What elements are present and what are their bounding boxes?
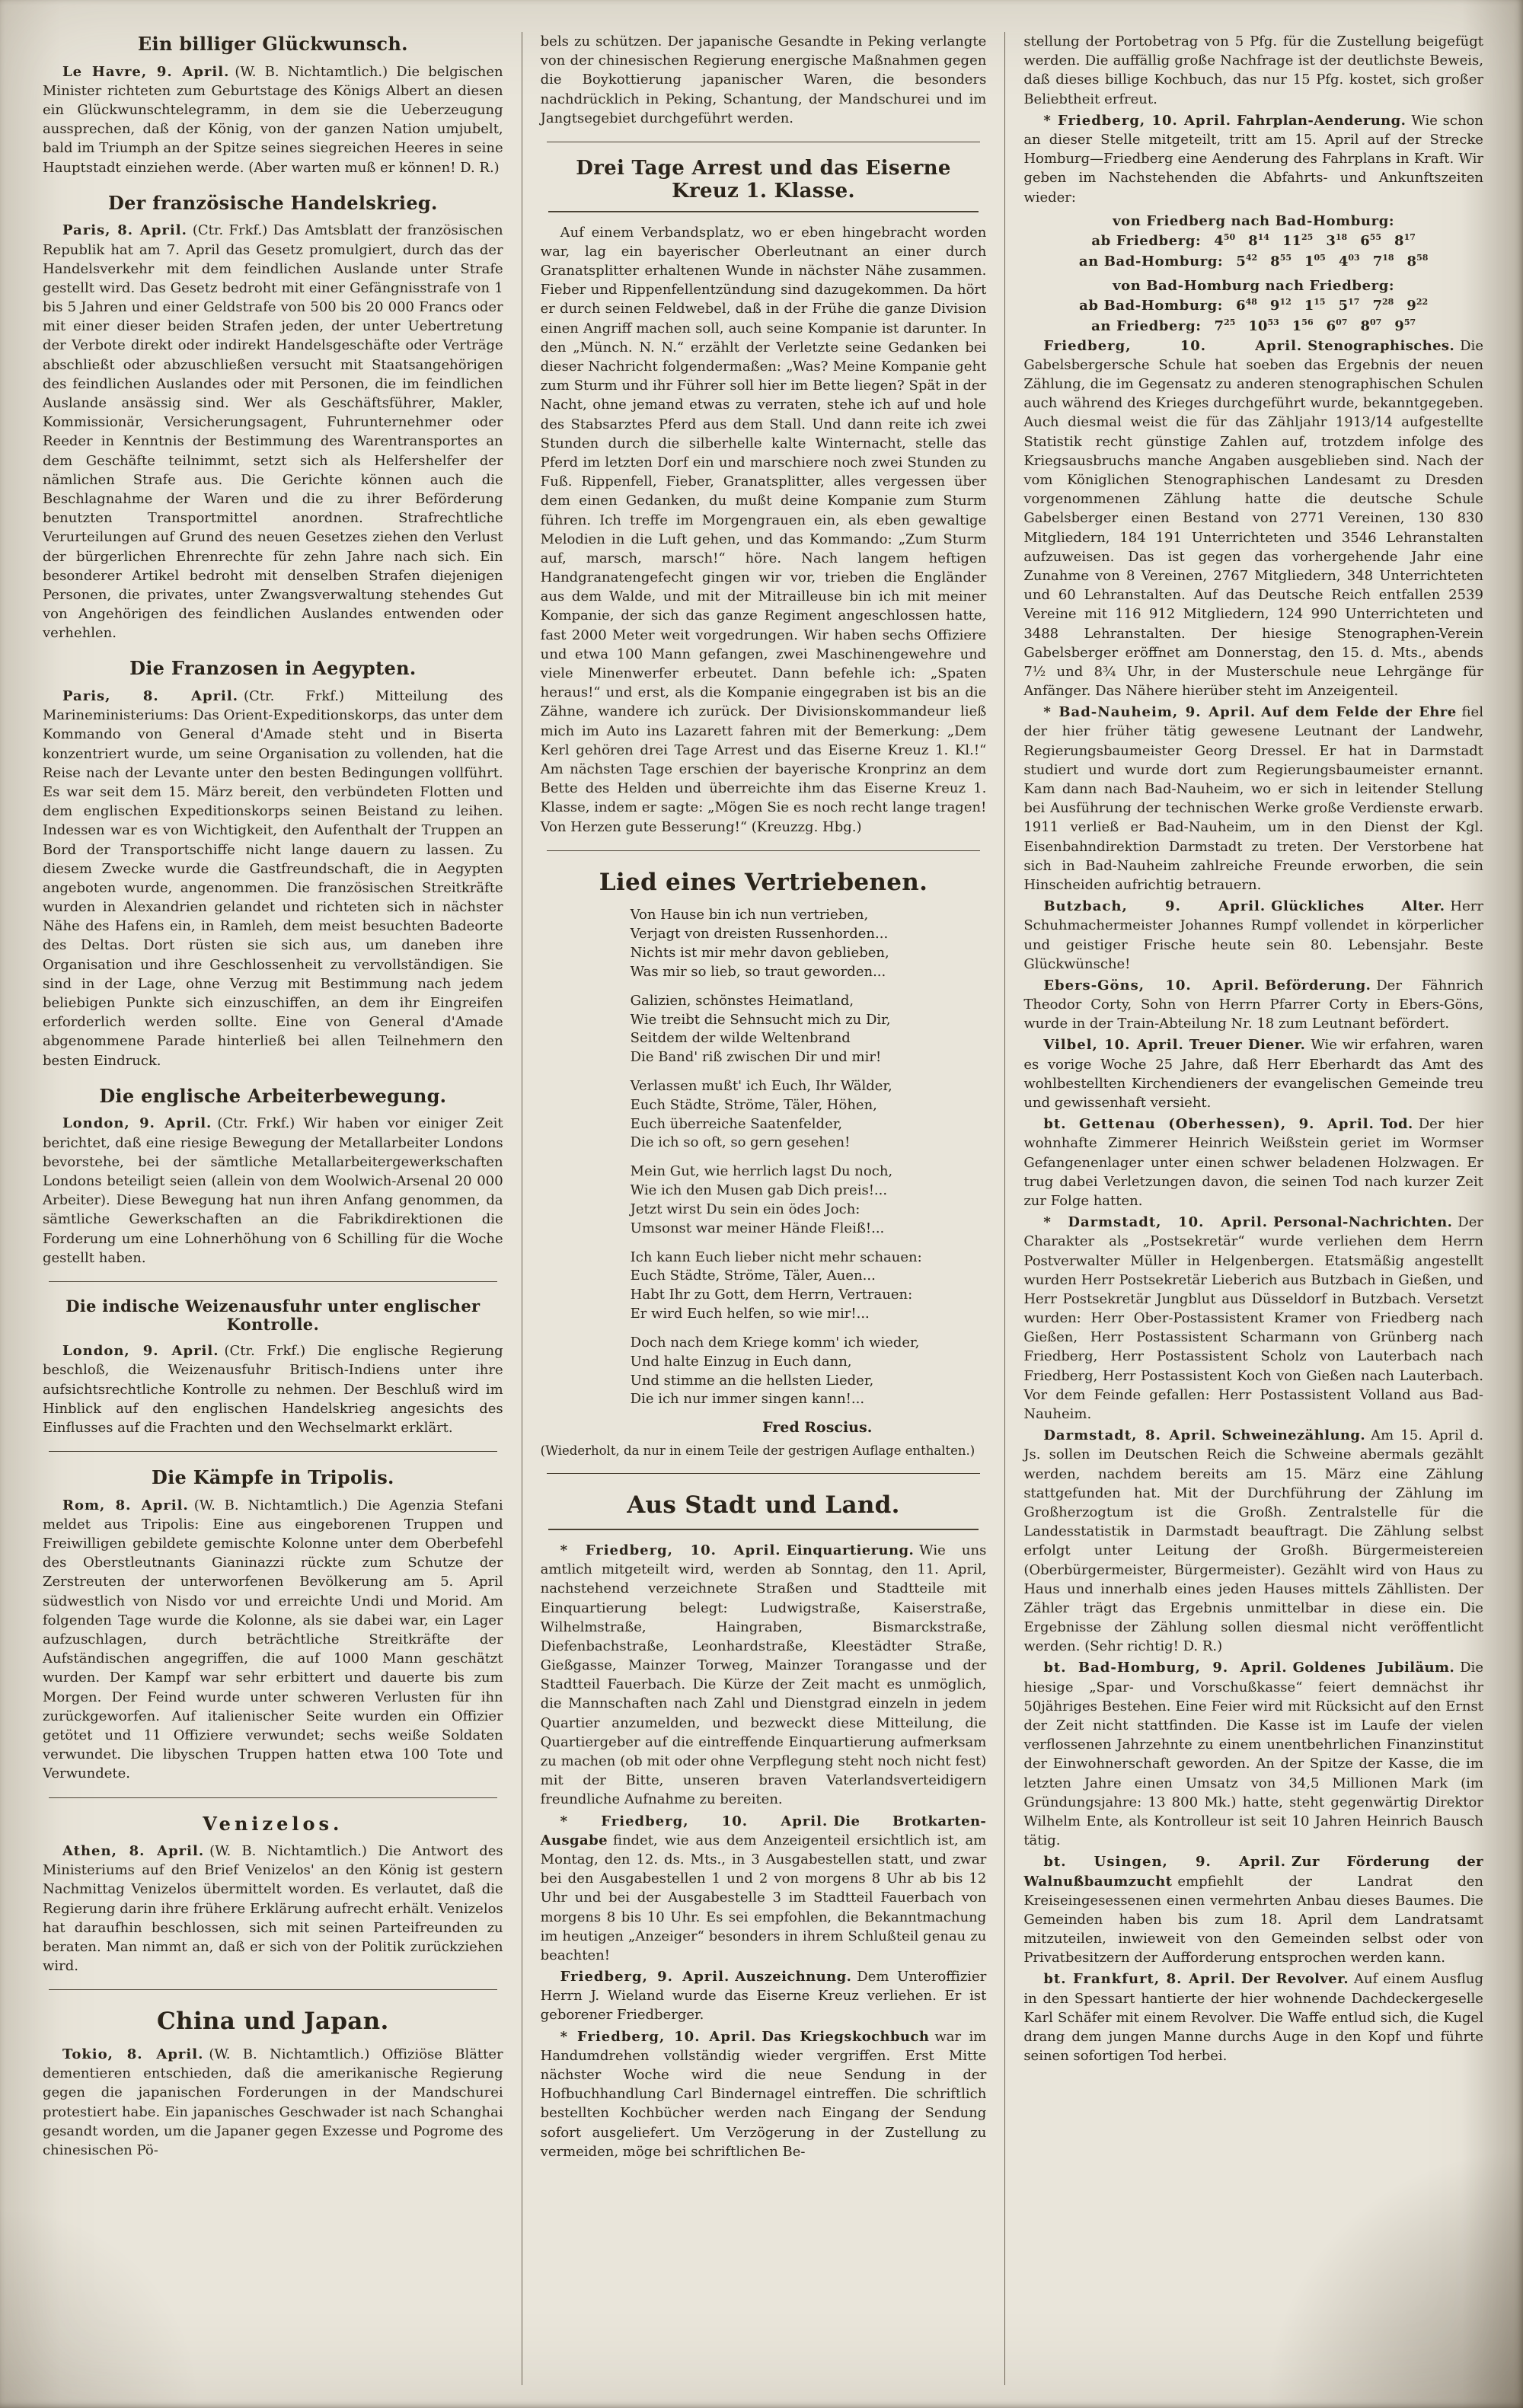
item-text: Wie schon an dieser Stelle mitgeteilt, tritt am 15. April auf der Strecke Homburg—Friedberg eine Aenderung des Fahrplans in Kraft. Wir geben im Nachstehenden die Abfahrts- und Ankunftszeiten wieder: [1023,112,1483,206]
article-headline: Die Franzosen in Aegypten. [129,657,417,680]
article-headline: China und Japan. [157,2008,389,2036]
timetable-minutes: 22 [1416,296,1429,307]
item-text: empfiehlt der Landrat den Kreiseingesessenen einen vermehrten Anbau dieses Baumes. Die Gemeinden haben bis zum 18. April dem Landratsamt mitzuteilen, inwieweit von den Gemeinden selbst oder von Privatbesitzern der Aufforderung entsprochen werden kann. [1023,1873,1483,1966]
timetable-minutes: 53 [1267,317,1279,327]
article-paragraph [43,687,503,1070]
article-headline: Die englische Arbeiterbewegung. [99,1084,447,1107]
timetable-time: $8^{17}$ [1394,231,1416,249]
article-paragraph [43,1496,503,1784]
timetable-minutes: 17 [1403,231,1416,242]
poem-line: Euch überreiche Saatenfelder, [630,1115,843,1132]
poem-line: Was mir so lieb, so traut geworden... [630,963,886,980]
timetable-time: $8^{58}$ [1406,252,1429,270]
continuation-paragraph: bels zu schützen. Der japanische Gesandte in Peking verlangte von der chinesischen Regierung energische Maßnahmen gegen die Boykottierung japanischer Waren, die besonders nachdrücklich in Peking, Schantung, der Mandschurei und im Jangtsegebiet durchgeführt werden. [540,33,987,126]
timetable-time: $7^{28}$ [1372,296,1394,314]
article-headline: Aus Stadt und Land. [627,1491,900,1520]
poem-signature: Fred Roscius. [762,1419,873,1437]
timetable-time: $9^{22}$ [1406,296,1429,314]
item-title: Zur Förderung der Walnußbaumzucht [1023,1854,1483,1890]
timetable-row [1023,231,1483,251]
item-text: Dem Unteroffizier Herrn J. Wieland wurde das Eiserne Kreuz verliehen. Er ist geborener Friedberger. [540,1969,987,2024]
poem-line: Ich kann Euch lieber nicht mehr schauen: [630,1249,922,1265]
item-dateline: * Friedberg, 10. April. [560,2028,757,2045]
timetable-minutes: 48 [1245,296,1257,307]
timetable-minutes: 15 [1314,296,1326,307]
article-headline: Lied eines Vertriebenen. [599,868,928,896]
news-item [1023,336,1483,701]
item-text: findet, wie aus dem Anzeigenteil ersichtlich ist, am Montag, den 12. ds. Mts., in 3 Ausgabestellen statt, und zwar bei den Ausgabestellen 1 und 2 von morgens 8 Uhr ab bis 12 Uhr und bei der Ausgabestelle 3 im Stadtteil Fauerbach von morgens 8 bis 10 Uhr. Es sei empfohlen, die Bekanntmachung im heutigen „Anzeiger“ besonders in ihrem Schlußteil genau zu beachten! [540,1832,987,1963]
article-headline: Drei Tage Arrest und das Eiserne Kreuz 1. Klasse. [576,156,951,203]
timetable-time: $7^{25}$ [1214,317,1236,334]
timetable-minutes: 18 [1382,252,1394,263]
item-dateline: Darmstadt, 8. April. [1043,1427,1217,1444]
item-text: Die Gabelsbergersche Schule hat soeben das Ergebnis der neuen Zählung, die im Gegensatz zu anderen stenographischen Schulen auch während des Krieges durchgeführt wurde, bekanntgegeben. Auch diesmal weist die für das Zähljahr 1913/14 aufgestellte Statistik recht günstige Zahlen auf, trotzdem infolge des Kriegsausbruchs manche Angaben ausgeblieben sind. Nach der vom Königlichen Stenographischen Landesamt zu Dresden vorgenommenen Zählung hatte die deutsche Schule Gabelsberger einen Bestand von 2771 Vereinen, 130 830 Mitgliedern, 184 191 Unterrichteten und 3546 Lehranstalten aufzuweisen. Das ist gegen das vorhergehende Jahr eine Zunahme von 8 Vereinen, 2767 Mitgliedern, 348 Unterrichteten und 60 Lehranstalten. Auf das Deutsche Reich entfallen 2539 Vereine mit 116 912 Mitgliedern, 124 990 Unterrichteten und 3488 Lehranstalten. Der hiesige Stenographen-Verein Gabelsberger eröffnet am Donnerstag, den 15. d. Mts., abends 7½ und 8¾ Uhr, in der Musterschule neue Lehrgänge für Anfänger. Das Nähere hierüber steht im Anzeigenteil. [1023,337,1483,700]
timetable-minutes: 50 [1223,231,1236,242]
timetable-row [1023,251,1483,272]
timetable-label: ab Bad-Homburg: [1079,297,1224,314]
item-title: Tod. [1379,1116,1413,1133]
item-title: Einquartierung. [786,1542,915,1558]
headline-rule [548,211,979,212]
timetable-minutes: 25 [1224,317,1236,327]
item-text: war im Handumdrehen vollständig wieder vergriffen. Erst Mitte nächster Woche wird die neue Sendung in der Hofbuchhandlung Carl Bindernagel eintreffen. Die schriftlich bestellten Kochbücher werden nach Eingang der Sendung sofort ausgeliefert. Um Verzögerung in der Zustellung zu vermeiden, möge bei schriftlichen Be- [540,2028,987,2160]
column-2 [522,32,1005,2385]
dateline: Tokio, 8. April. [62,2046,204,2063]
timetable-minutes: 05 [1314,252,1326,263]
paragraph-text: (W. B. Nichtamtlich.) Die Antwort des Ministeriums auf den Brief Venizelos' an den König ist gestern Nachmittag Venizelos übermittelt worden. Es verlautet, daß die Regierung darin ihre frühere Erklärung aufrecht erhält. Venizelos hat daraufhin beschlossen, sich mit seinen Parteifreunden zu beraten. Man nimmt an, daß er sich von der Politik zurückziehen wird. [43,1843,503,1975]
item-title: Das Kriegskochbuch [762,2028,930,2045]
item-text: Der Fähnrich Theodor Corty, Sohn von Herrn Pfarrer Corty in Ebers-Göns, wurde in der Train-Abteilung Nr. 18 zum Leutnant befördert. [1023,977,1483,1032]
section-rule [49,1989,497,1990]
timetable-minutes: 28 [1381,296,1394,307]
paragraph-text: (W. B. Nichtamtlich.) Die belgischen Minister richteten zum Geburtstage des Königs Albert an diesen ein Glückwunschtelegramm, in dem sie die Ueberzeugung aussprechen, daß der König, von der ganzen Nation umjubelt, bald im Triumph an der Spitze seines siegreichen Heeres in seine Hauptstadt einziehen werde. (Aber warten muß er können! D. R.) [43,63,503,176]
item-title: Auf dem Felde der Ehre [1261,704,1457,721]
poem-line: Habt Ihr zu Gott, dem Herrn, Vertrauen: [630,1287,913,1303]
timetable-minutes: 07 [1369,317,1382,327]
item-text: Herr Schuhmachermeister Johannes Rumpf vollendet in körperlicher und geistiger Frische heute sein 80. Lebensjahr. Beste Glückwünsche! [1023,898,1483,972]
news-item [1023,1969,1483,2065]
article-headline: Ein billiger Glückwunsch. [137,33,408,55]
column-3 [1004,32,1488,2385]
dateline: Paris, 8. April. [62,222,187,239]
item-title: Fahrplan-Aenderung. [1237,112,1406,129]
item-title: Der Revolver. [1240,1971,1349,1988]
poem-line: Wie ich den Musen gab Dich preis!... [630,1182,888,1199]
news-item [1023,1852,1483,1967]
item-text: Der Charakter als „Postsekretär“ wurde verliehen dem Herrn Postverwalter Müller in Helgenbergen. Etatsmäßig angestellt wurden Herr Postsekretär Lieberich aus Butzbach in Gießen, und Herr Postsekretär Jungblut aus Düsseldorf in Butzbach. Versetzt wurden: Herr Ober-Postassistent Kramer von Friedberg nach Gießen, Herr Postassistent Scharmann von Grünberg nach Friedberg, Herr Postassistent Scholz von Lauterbach nach Friedberg, Herr Postassistent Koch von Gießen nach Lauterbach. Vor dem Feinde gefallen: Herr Postassistent Volland aus Bad-Nauheim. [1023,1214,1483,1422]
timetable-minutes: 18 [1335,231,1348,242]
timetable-minutes: 55 [1279,252,1292,263]
poem-line: Und stimme an die hellsten Lieder, [630,1372,874,1389]
timetable-minutes: 03 [1348,252,1360,263]
section-rule [547,1473,981,1474]
timetable-time: $4^{03}$ [1338,252,1360,270]
paragraph-text: (Ctr. Frkf.) Mitteilung des Marineministeriums: Das Orient-Expeditionskorps, das unter dem Kommando von General d'Amade steht und in Biserta konzentriert wurde, um seine Organisation zu vollenden, hat die Reise nach der Levante unter den besten Bedingungen vollführt. Es war seit dem 15. März bereit, den verbündeten Flotten und dem englischen Expeditionskorps seinen Beistand zu leihen. Indessen war es von Wichtigkeit, den Aufenthalt der Truppen an Bord der Transportschiffe nicht lange dauern zu lassen. Zu diesem Zwecke wurde die Gastfreundschaft, die in Aegypten angeboten wurde, angenommen. Die französischen Streitkräfte wurden in Alexandrien gelandet und richteten sich in nächster Nähe des Hafens ein, in Ramleh, dem meist besuchten Badeorte des Deltas. Dort rüsten sie sich aus, um daneben ihre Organisation und ihre Geschlossenheit zu vervollständigen. Sie sind in der Lage, ohne Verzug mit Bestimmung nach jedem beliebigen Punkte sich einzuschiffen, an dem ihr Eingreifen erforderlich werden sollte. Eine von General d'Amade abgenommene Parade hinterließ bei allen Teilnehmern den besten Eindruck. [43,688,503,1069]
news-item [1023,111,1483,207]
timetable-time: $1^{05}$ [1304,252,1326,270]
news-item [541,2027,987,2161]
columns-container [38,32,1488,2385]
poem-line: Jetzt wirst Du sein ein ödes Joch: [630,1201,860,1217]
timetable-time: $1^{15}$ [1304,296,1326,314]
item-title: Stenographisches. [1307,337,1455,354]
poem-line: Umsonst war meiner Hände Fleiß!... [630,1220,885,1236]
item-dateline: bt. Usingen, 9. April. [1043,1854,1286,1871]
timetable-minutes: 55 [1369,231,1382,242]
article-headline: Venizelos. [203,1812,343,1835]
poem-stanza [631,1334,987,1409]
poem-line: Von Hause bin ich nun vertrieben, [630,907,869,923]
item-dateline: bt. Bad-Homburg, 9. April. [1043,1660,1288,1676]
continuation-paragraph: stellung der Portobetrag von 5 Pfg. für die Zustellung beigefügt werden. Die auffällig große Nachfrage ist der deutlichste Beweis, daß dieses billige Kochbuch, das nur 15 Pfg. kostet, sich großer Beliebtheit erfreut. [1023,33,1483,107]
timetable-minutes: 12 [1279,296,1292,307]
item-title: Schweinezählung. [1221,1427,1366,1444]
poem-stanza [631,906,987,981]
timetable-label: an Bad-Homburg: [1078,253,1224,270]
timetable-time: $10^{53}$ [1248,317,1279,334]
section-rule [547,850,981,851]
poem-line: Und halte Einzug in Euch dann, [630,1353,852,1370]
article-headline: Die Kämpfe in Tripolis. [151,1466,394,1489]
dateline: Athen, 8. April. [62,1843,205,1860]
item-title: Treuer Diener. [1189,1037,1306,1054]
poem-stanza [631,992,987,1067]
section-rule [49,1451,497,1452]
poem-line: Galizien, schönstes Heimatland, [630,992,854,1009]
timetable-row [1023,316,1483,336]
dateline: Rom, 8. April. [62,1497,189,1513]
timetable-heading: von Bad-Homburg nach Friedberg: [1113,277,1395,294]
item-text: Wie wir erfahren, waren es vorige Woche 25 Jahre, daß Herr Eberhardt das Amt des wohlbestellten Kirchendieners der evangelischen Gemeinde treu und gewissenhaft versieht. [1023,1037,1483,1111]
poem-line: Die ich nur immer singen kann!... [630,1391,865,1408]
news-item [1023,1115,1483,1210]
paragraph-text: (W. B. Nichtamtlich.) Die Agenzia Stefani meldet aus Tripolis: Eine aus eingeborenen Truppen und Freiwilligen gebildete gemischte Kolonne unter dem Oberbefehl des Oberstleutnants Gianinazzi rückte zum Schutze der Zerstreuten der unterworfenen Bevölkerung am 5. April südwestlich von Nisdo vor und erreichte Undi und Morid. Am folgenden Tage wurde die Kolonne, als sie dabei war, ein Lager aufzuschlagen, durch beträchtliche Streitkräfte der Aufständischen angegriffen, die auf 1000 Mann geschätzt wurden. Der Kampf war sehr erbittert und dauerte bis zum Morgen. Der Feind wurde unter schweren Verlusten für ihn zurückgeworfen. Auf italienischer Seite wurden ein Offizier getötet und 11 Offiziere verwundet; sechs weiße Soldaten verwundet. Die libyschen Truppen hatten etwa 100 Tote und Verwundete. [43,1497,503,1782]
paragraph-text: (Ctr. Frkf.) Wir haben vor einiger Zeit berichtet, daß eine riesige Bewegung der Metallarbeiter Londons bevorstehe, bei der sämtliche Metallarbeitergewerkschaften Londons beteiligt seien (allein von dem Woolwich-Arsenal 20 000 Arbeiter). Diese Bewegung hat nun ihren Anfang genommen, da sämtliche Gewerkschaften an die Fabrikdirektionen die Forderung um eine Lohnerhöhung von 6 Schilling für die Woche gestellt haben. [43,1115,503,1266]
timetable-minutes: 58 [1416,252,1429,263]
poem-line: Nichts ist mir mehr davon geblieben, [630,945,889,962]
article-paragraph [541,223,987,837]
paragraph-text: (Ctr. Frkf.) Die englische Regierung beschloß, die Weizenausfuhr Britisch-Indiens unter ihre aufsichtsrechtliche Kontrolle zu nehmen. Der Beschluß wird im Hinblick auf den englischen Handelskrieg angesichts des Einflusses auf die Frachten und den Wechselmarkt erklärt. [43,1343,503,1436]
item-dateline: bt. Gettenau (Oberhessen), 9. April. [1043,1116,1375,1133]
news-item [1023,897,1483,974]
poem-note: (Wiederholt, da nur in einem Teile der gestrigen Auflage enthalten.) [540,1443,975,1459]
poem-line: Er wird Euch helfen, so wie mir!... [630,1306,870,1322]
item-title: Glückliches Alter. [1271,898,1445,915]
item-dateline: Vilbel, 10. April. [1043,1037,1184,1054]
timetable-row [1023,295,1483,316]
item-title: Personal-Nachrichten. [1273,1214,1453,1231]
item-text: fiel der hier früher tätig gewesene Leutnant der Landwehr, Regierungsbaumeister Georg Dressel. Er hat in Darmstadt studiert und wurde dort zum Regierungsbaumeister ernannt. Kam dann nach Bad-Nauheim, wo er sich in leitender Stellung bei Ausführung der technischen Werke große Verdienste erwarb. 1911 verließ er Bad-Nauheim, um in den Dienst der Kgl. Eisenbahndirektion Darmstadt zu treten. Der Verstorbene hat sich in Bad-Nauheim zahlreiche Freunde erworben, die sein Hinscheiden aufrichtig betrauern. [1023,704,1483,893]
timetable-minutes: 56 [1301,317,1314,327]
timetable-minutes: 17 [1348,296,1360,307]
timetable-minutes: 57 [1403,317,1416,327]
poem-line: Verlassen mußt' ich Euch, Ihr Wälder, [630,1077,892,1094]
item-dateline: * Friedberg, 10. April. [1043,112,1231,129]
timetable-time: $1^{56}$ [1292,317,1314,334]
poem-line: Mein Gut, wie herrlich lagst Du noch, [630,1163,893,1180]
item-dateline: Friedberg, 9. April. [560,1969,730,1985]
poem-stanza [631,1249,987,1324]
article-paragraph [43,2045,503,2160]
timetable-label: ab Friedberg: [1091,232,1202,249]
item-title: Beförderung. [1265,977,1371,993]
news-item [1023,1213,1483,1424]
item-title: Die Brotkarten-Ausgabe [540,1813,987,1848]
item-text: Am 15. April d. Js. sollen im Deutschen Reich die Schweine abermals gezählt werden, nachdem bereits am 15. März eine Zählung stattgefunden hat. Mit der Durchführung der Zählung im Großherzogtum ist die Großh. Zentralstelle für die Landesstatistik in Darmstadt beauftragt. Die Zählung selbst erfolgt unter Leitung der Großh. Bürgermeistereien (Oberbürgermeister, Bürgermeister). Gezählt wird von Haus zu Haus und innerhalb eines jeden Hauses mittels Zähllisten. Der Zähler trägt das Ergebnis unmittelbar in diese ein. Die Ergebnisse der Zählung sollen diesmal nicht veröffentlicht werden. (Sehr richtig! D. R.) [1023,1427,1483,1655]
dateline: London, 9. April. [62,1115,212,1132]
news-item [1023,1035,1483,1112]
paragraph-text: (W. B. Nichtamtlich.) Offiziöse Blätter dementieren entschieden, daß die amerikanische Regierung gegen die japanischen Forderungen in der Mandschurei protestiert habe. Ein japanisches Geschwader ist nach Schanghai gesandt worden, um die Japaner gegen Exzesse und Pogrome des chinesischen Pö- [43,2046,503,2158]
item-title: Goldenes Jubiläum. [1292,1660,1455,1676]
article-headline: Die indische Weizenausfuhr unter englischer Kontrolle. [65,1296,481,1335]
timetable-time: $8^{14}$ [1248,231,1269,249]
news-item [1023,976,1483,1034]
poem-line: Doch nach dem Kriege komm' ich wieder, [630,1334,920,1351]
timetable-time: $3^{18}$ [1326,231,1348,249]
item-text: Auf einem Ausflug in den Spessart hantierte der hier wohnende Dachdeckergeselle Karl Schäfer mit einem Revolver. Die Waffe entlud sich, die Kugel drang dem jungen Manne durchs Auge in den Kopf und führte seinen sofortigen Tod herbei. [1023,1971,1483,2065]
item-dateline: bt. Frankfurt, 8. April. [1043,1971,1236,1988]
news-item [541,1967,987,2025]
timetable-minutes: 07 [1336,317,1348,327]
timetable-time: $6^{55}$ [1360,231,1382,249]
paragraph-text: Auf einem Verbandsplatz, wo er eben hingebracht worden war, lag ein bayerischer Oberleutnant an einer durch Granatsplitter erhaltenen Wunde in nächster Nähe zusammen. Fieber und Rippenfellentzündung sind dazugekommen. Da hört er durch seinen Feldwebel, daß in der Frühe die ganze Division einen Angriff machen soll, auch seine Kompanie ist darunter. In den „Münch. N. N.“ erzählt der Verletzte seine Gedanken bei dieser Nachricht folgendermaßen: „Was? Meine Kompanie geht zum Sturm und ihr Führer soll hier im Bette liegen? Spät in der Nacht, ohne jemand etwas zu verraten, stehe ich auf und hole des Stabsarztes Pferd aus dem Stall. Und dann reite ich zwei Stunden durch die silberhelle kalte Winternacht, stelle das Pferd im letzten Dorf ein und marschiere noch zwei Stunden zu Fuß. Rippenfell, Fieber, Granatsplitter, alles vergessen über dem einen Gedanken, du mußt deine Kompanie zum Sturm führen. Ich treffe im Morgengrauen ein, als eben gewaltige Melodien in die Luft gehen, und das Kommando: „Zum Sturm auf, marsch, marsch!“ höre. Nach langem heftigen Handgranatengefecht gingen wir vor, trieben die Engländer aus dem Walde, und mit der Mitrailleuse bin ich mit meiner Kompanie, der sich das ganze Regiment angeschlossen hatte, fast 2000 Meter weit vorgedrungen. Wir haben sechs Offiziere und etwa 100 Mann gefangen, zwei Maschinengewehre und viele Minenwerfer erbeutet. Dann befehle ich: „Spaten heraus!“ und erst, als die Kompanie eingegraben ist bis an die Zähne, wandere ich zurück. Der Divisionskommandeur ließ mich im Auto ins Lazarett fahren mit der Bemerkung: „Dem Kerl gehören drei Tage Arrest und das Eiserne Kreuz 1. Kl.!“ Am nächsten Tage erschien der bayerische Kronprinz an dem Bette des Helden und überreichte ihm das Eiserne Kreuz 1. Klasse, indem er sagte: „Mögen Sie es noch recht lange tragen! Von Herzen gute Besserung!“ (Kreuzzg. Hbg.) [540,224,987,835]
poem-line: Verjagt von dreisten Russenhorden... [630,926,889,942]
poem-line: Euch Städte, Ströme, Täler, Höhen, [630,1096,877,1113]
timetable-minutes: 14 [1257,231,1269,242]
section-rule [49,1797,497,1798]
news-item [541,1541,987,1810]
section-rule [49,1281,497,1282]
news-item [1023,1426,1483,1656]
item-text: Der hier wohnhafte Zimmerer Heinrich Weißstein geriet im Wormser Gefangenenlager unter einen schwer beladenen Holzwagen. Er trug dabei Verletzungen davon, die seinen Tod nach kurzer Zeit zur Folge hatten. [1023,1116,1483,1209]
timetable-label: an Friedberg: [1091,317,1202,334]
poem-line: Wie treibt die Sehnsucht mich zu Dir, [630,1011,891,1028]
headline-rule [548,1529,979,1530]
timetable-time: $4^{50}$ [1214,231,1236,249]
item-text: Die hiesige „Spar- und Vorschußkasse“ feiert demnächst ihr 50jähriges Bestehen. Eine Feier wird mit Rücksicht auf den Ernst der Zeit nicht stattfinden. Die Kasse ist im Laufe der vielen verflossenen Jahrzehnte zu einem unentbehrlichen Finanzinstitut der Einwohnerschaft geworden. An der Spitze der Kasse, die im letzten Jahre einen Umsatz von 34,5 Millionen Mark (im Gründungsjahre: 13 800 Mk.) hatte, steht gegenwärtig Direktor Wilhelm Ente, als Kontrolleur ist seit 10 Jahren Heinrich Bausch tätig. [1023,1660,1483,1849]
timetable-time: $8^{07}$ [1360,317,1382,334]
timetable-heading: von Friedberg nach Bad-Homburg: [1113,212,1395,229]
article-paragraph [43,221,503,643]
timetable-time: $9^{57}$ [1394,317,1416,334]
item-dateline: * Bad-Nauheim, 9. April. [1043,704,1256,721]
timetable-time: $6^{07}$ [1326,317,1348,334]
paragraph-text: (Ctr. Frkf.) Das Amtsblatt der französischen Republik hat am 7. April das Gesetz promulgiert, durch das der Handelsverkehr mit dem feindlichen Auslande unter Strafe gestellt wird. Das Gesetz bedroht mit einer Gefängnisstrafe von 1 bis 5 Jahren und einer Geldstrafe von 500 bis 20 000 Francs oder mit einer dieser beiden Strafen jeden, der unter Uebertretung der Verbote direkt oder indirekt Handelsgeschäfte oder Verträge abschließt oder abzuschließen versucht mit Staatsangehörigen des feindlichen Auslandes oder mit Personen, die im feindlichen Auslande ansässig sind. Wer als Geschäftsführer, Makler, Kommissionär, Versicherungsagent, Fuhrunternehmer oder Reeder in Kenntnis der Bestimmung des Warentransportes an dem Geschäfte teilnimmt, setzt sich als Helfershelfer der nämlichen Strafe aus. Die Gerichte können auch die Beschlagnahme der Waren und die zu ihrer Beförderung benutzten Transportmittel anordnen. Strafrechtliche Verurteilungen auf Grund des neuen Gesetzes ziehen den Verlust der bürgerlichen Ehrenrechte für zehn Jahre nach sich. Ein besonderer Artikel bedroht mit denselben Strafen diejenigen Personen, die privates, unter Zwangsverwaltung stehendes Gut von Angehörigen des feindlichen Auslandes entwenden oder verhehlen. [43,222,503,642]
item-dateline: Ebers-Göns, 10. April. [1043,977,1260,993]
news-item [541,1812,987,1966]
item-dateline: * Friedberg, 10. April. [560,1813,829,1829]
timetable-time: $6^{48}$ [1236,296,1257,314]
item-text: Wie uns amtlich mitgeteilt wird, werden ab Sonntag, den 11. April, nachstehend verzeichnete Straßen und Stadtteile mit Einquartierung belegt: Ludwigstraße, Kaiserstraße, Wilhelmstraße, Haingraben, Bismarckstraße, Diefenbachstraße, Leonhardstraße, Kleestädter Straße, Gießgasse, Mainzer Torweg, Mainzer Torangasse und der Stadtteil Fauerbach. Die Kürze der Zeit macht es unmöglich, die Mannschaften nach Zahl und Dienstgrad einzeln in jedem Quartier anzumelden, und bezweckt diese Mitteilung, die Quartiergeber auf die eintreffende Einquartierung aufmerksam zu machen (ob mit oder ohne Verpflegung steht noch nicht fest) mit der Bitte, unseren braven Vaterlandsverteidigern freundliche Aufnahme zu bereiten. [540,1542,987,1808]
item-dateline: Butzbach, 9. April. [1043,898,1266,915]
item-dateline: * Darmstadt, 10. April. [1043,1214,1269,1231]
timetable-minutes: 25 [1301,231,1314,242]
article-headline: Der französische Handelskrieg. [107,191,438,214]
poem-line: Euch Städte, Ströme, Täler, Auen... [630,1268,876,1284]
article-paragraph [43,1842,503,1976]
dateline: Le Havre, 9. April. [62,63,230,80]
poem-line: Die Band' riß zwischen Dir und mir! [630,1049,882,1066]
article-paragraph [43,62,503,177]
timetable-time: $5^{42}$ [1236,252,1258,270]
poem-stanza [631,1163,987,1238]
timetable-time: $7^{18}$ [1372,252,1394,270]
timetable-time: $9^{12}$ [1269,296,1292,314]
column-1 [38,32,522,2385]
article-paragraph [43,1341,503,1437]
item-dateline: Friedberg, 10. April. [1043,337,1303,354]
poem-stanza [631,1077,987,1153]
item-title: Auszeichnung. [735,1969,852,1985]
news-item [1023,703,1483,895]
timetable-time: $11^{25}$ [1282,231,1314,249]
article-paragraph [43,1114,503,1268]
item-dateline: * Friedberg, 10. April. [560,1542,781,1558]
timetable-minutes: 42 [1245,252,1258,263]
timetable-time: $5^{17}$ [1338,296,1360,314]
news-item [1023,1658,1483,1850]
poem-line: Die ich so oft, so gern gesehen! [630,1134,851,1151]
timetable-time: $8^{55}$ [1270,252,1292,270]
dateline: London, 9. April. [62,1343,219,1360]
poem-line: Seitdem der wilde Weltenbrand [630,1030,851,1047]
dateline: Paris, 8. April. [62,688,239,705]
